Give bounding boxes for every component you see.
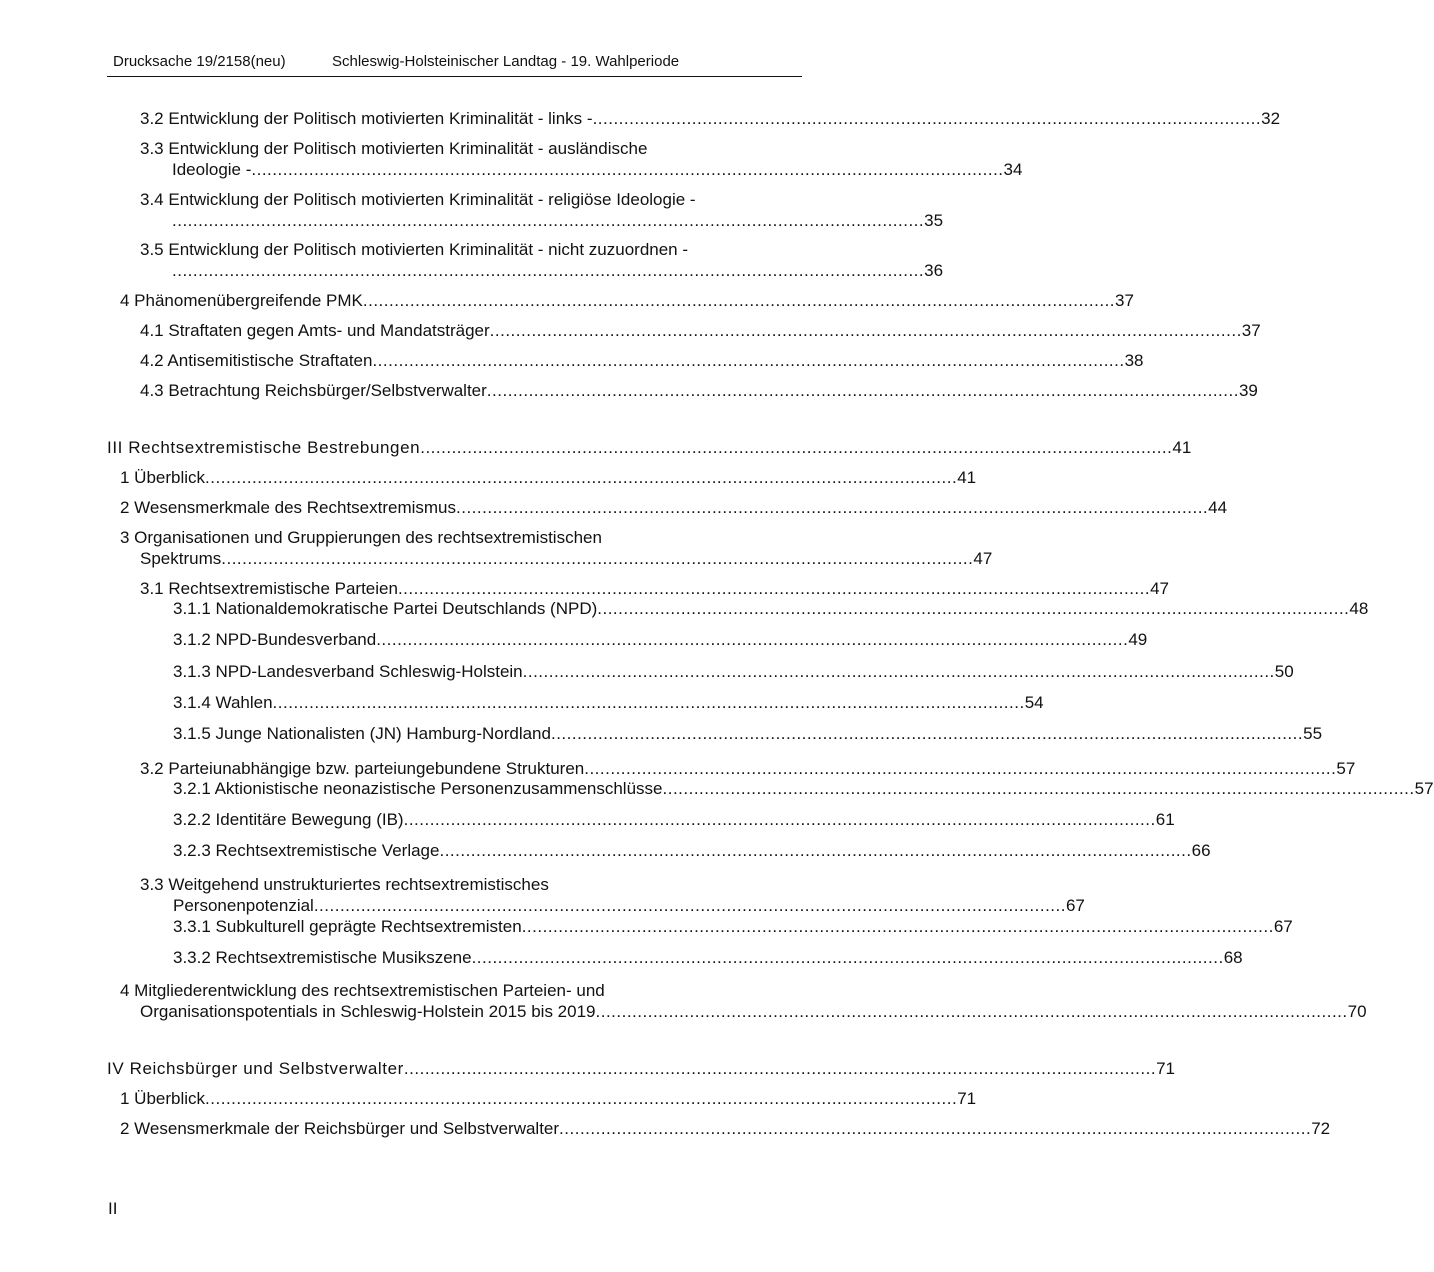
toc-entry-text: 4.3 Betrachtung Reichsbürger/Selbstverwalter: [140, 381, 487, 400]
toc-entry[interactable]: [140, 108, 1281, 129]
toc-page-number: 48: [1349, 599, 1369, 618]
toc-page-number: 35: [924, 211, 944, 230]
toc-page-number: 41: [1172, 438, 1192, 457]
toc-entry-text: 3.5 Entwicklung der Politisch motivierten Kriminalität - nicht zuzuordnen -: [140, 240, 689, 259]
toc-entry[interactable]: [173, 778, 1434, 799]
dot-leader: ................................................................................................................................................: [456, 498, 1209, 517]
toc-entry[interactable]: [173, 692, 1044, 713]
toc-entry[interactable]: [173, 809, 1175, 830]
dot-leader: ................................................................................................................................................: [584, 759, 1337, 778]
toc-entry[interactable]: [140, 189, 944, 231]
toc-entry[interactable]: [173, 661, 1294, 682]
dot-leader: ................................................................................................................................................: [550, 724, 1304, 743]
toc-page-number: 47: [1150, 579, 1170, 598]
page-number: II: [108, 1199, 118, 1218]
toc-entry[interactable]: [173, 723, 1323, 744]
toc-entry-text: 4 Phänomenübergreifende PMK: [120, 291, 363, 310]
toc-chapter[interactable]: [107, 437, 1192, 458]
toc-entry[interactable]: [140, 578, 1170, 599]
toc-entry-text: 1 Überblick: [120, 1089, 206, 1108]
dot-leader: ................................................................................................................................................: [403, 1059, 1157, 1078]
dot-leader: ................................................................................................................................................: [376, 630, 1129, 649]
toc-entry[interactable]: [173, 840, 1211, 861]
toc-entry[interactable]: [173, 598, 1369, 619]
toc-entry[interactable]: [140, 320, 1261, 341]
toc-entry-text: 3.1 Rechtsextremistische Parteien: [140, 579, 398, 598]
toc-page-number: 70: [1347, 1002, 1367, 1021]
toc-entry-text: 4.1 Straftaten gegen Amts- und Mandatsträger: [140, 321, 490, 340]
toc-entry[interactable]: [120, 290, 1134, 311]
dot-leader: ................................................................................................................................................: [403, 810, 1156, 829]
toc-entry-continuation: Organisationspotentials in Schleswig-Holstein 2015 bis 2019: [140, 1002, 596, 1021]
toc-entry[interactable]: [173, 629, 1148, 650]
toc-chapter[interactable]: [107, 1058, 1175, 1079]
dot-leader: ................................................................................................................................................: [362, 291, 1116, 310]
toc-entry-continuation: Personenpotenzial: [173, 896, 314, 915]
toc-entry-text: 3.1.5 Junge Nationalisten (JN) Hamburg-Nordland: [173, 724, 551, 743]
toc-page-number: 49: [1128, 630, 1148, 649]
toc-page-number: 55: [1303, 724, 1323, 743]
toc-entry[interactable]: [140, 350, 1144, 371]
toc-entry-text: 3.1.3 NPD-Landesverband Schleswig-Holstein: [173, 662, 523, 681]
dot-leader: ................................................................................................................................................: [205, 468, 958, 487]
toc-entry-text: 2 Wesensmerkmale des Rechtsextremismus: [120, 498, 457, 517]
toc-chapter-text: III Rechtsextremistische Bestrebungen: [107, 438, 421, 457]
toc-page-number: 61: [1155, 810, 1175, 829]
toc-entry-text: 4 Mitgliederentwicklung des rechtsextremistischen Parteien- und: [120, 981, 605, 1000]
dot-leader: ................................................................................................................................................: [397, 579, 1151, 598]
toc-entry[interactable]: [120, 1118, 1331, 1139]
toc-page-number: 50: [1274, 662, 1294, 681]
toc-chapter-text: IV Reichsbürger und Selbstverwalter: [107, 1059, 404, 1078]
toc-page-number: 57: [1414, 779, 1434, 798]
document-number: Drucksache 19/2158(neu): [113, 53, 286, 70]
dot-leader: ................................................................................................................................................: [172, 261, 925, 280]
toc-entry[interactable]: [120, 980, 1367, 1022]
toc-entry-text: 3.1.2 NPD-Bundesverband: [173, 630, 377, 649]
toc-page-number: 66: [1191, 841, 1211, 860]
toc-entry-text: 3.2 Parteiunabhängige bzw. parteiungebundene Strukturen: [140, 759, 585, 778]
dot-leader: ................................................................................................................................................: [471, 948, 1224, 967]
toc-entry-text: 3.2 Entwicklung der Politisch motivierten Kriminalität - links -: [140, 109, 593, 128]
toc-page-number: 34: [1003, 160, 1023, 179]
toc-page-number: 71: [1156, 1059, 1175, 1078]
dot-leader: ................................................................................................................................................: [521, 917, 1274, 936]
toc-entry[interactable]: [140, 874, 1085, 916]
toc-page-number: 57: [1336, 759, 1356, 778]
dot-leader: ................................................................................................................................................: [662, 779, 1415, 798]
toc-entry[interactable]: [173, 947, 1243, 968]
toc-entry-text: 3.3 Weitgehend unstrukturiertes rechtsextremistisches: [140, 875, 549, 894]
toc-entry-continuation: Ideologie -: [172, 160, 252, 179]
toc-entry-text: 3.2.2 Identitäre Bewegung (IB): [173, 810, 404, 829]
dot-leader: ................................................................................................................................: [592, 109, 1262, 128]
dot-leader: ................................................................................................................................................: [597, 599, 1350, 618]
toc-page-number: 67: [1065, 896, 1085, 915]
toc-entry-continuation: Spektrums: [140, 549, 222, 568]
toc-entry-text: 4.2 Antisemitistische Straftaten: [140, 351, 373, 370]
dot-leader: ................................................................................................................................................: [372, 351, 1125, 370]
dot-leader: ................................................................................................................................................: [489, 321, 1242, 340]
toc-page-number: 36: [924, 261, 944, 280]
toc-page-number: 54: [1024, 693, 1044, 712]
toc-entry-text: 3.3.1 Subkulturell geprägte Rechtsextremisten: [173, 917, 522, 936]
dot-leader: ................................................................................................................................................: [272, 693, 1025, 712]
toc-page-number: 72: [1311, 1119, 1331, 1138]
dot-leader: ................................................................................................................................................: [251, 160, 1004, 179]
dot-leader: ................................................................................................................................................: [205, 1089, 958, 1108]
toc-entry-text: 3.1.1 Nationaldemokratische Partei Deutschlands (NPD): [173, 599, 598, 618]
toc-entry-text: 3 Organisationen und Gruppierungen des rechtsextremistischen: [120, 528, 602, 547]
dot-leader: ................................................................................................................................................: [172, 211, 925, 230]
toc-page-number: 32: [1261, 109, 1281, 128]
toc-entry-text: 3.2.1 Aktionistische neonazistische Personenzusammenschlüsse: [173, 779, 663, 798]
toc-page-number: 67: [1273, 917, 1293, 936]
header-rule: [107, 76, 802, 77]
toc-entry[interactable]: [140, 239, 944, 281]
toc-page-number: 44: [1208, 498, 1228, 517]
dot-leader: ................................................................................................................................................: [595, 1002, 1348, 1021]
parliament-title: Schleswig-Holsteinischer Landtag - 19. Wahlperiode: [332, 53, 680, 70]
toc-entry-text: 3.2.3 Rechtsextremistische Verlage: [173, 841, 440, 860]
dot-leader: ................................................................................................................................................: [420, 438, 1173, 457]
toc-entry[interactable]: [120, 1088, 977, 1109]
toc-entry-text: 1 Überblick: [120, 468, 206, 487]
toc-entry[interactable]: [140, 758, 1356, 779]
toc-entry-text: 3.1.4 Wahlen: [173, 693, 273, 712]
toc-page-number: 47: [973, 549, 993, 568]
toc-page-number: 71: [957, 1089, 977, 1108]
toc-entry[interactable]: [173, 916, 1293, 937]
toc-page-number: 37: [1115, 291, 1134, 310]
toc-entry[interactable]: [120, 527, 993, 569]
toc-entry-text: 2 Wesensmerkmale der Reichsbürger und Selbstverwalter: [120, 1119, 560, 1138]
toc-entry[interactable]: [120, 497, 1228, 518]
dot-leader: ................................................................................................................................................: [486, 381, 1239, 400]
toc-entry-text: 3.3.2 Rechtsextremistische Musikszene: [173, 948, 472, 967]
toc-page-number: 37: [1241, 321, 1261, 340]
dot-leader: ................................................................................................................................................: [221, 549, 974, 568]
toc-entry[interactable]: [140, 380, 1258, 401]
toc-page-number: 38: [1124, 351, 1144, 370]
toc-page-number: 41: [957, 468, 977, 487]
toc-entry[interactable]: [120, 467, 977, 488]
dot-leader: ................................................................................................................................................: [313, 896, 1066, 915]
toc-page-number: 68: [1223, 948, 1243, 967]
dot-leader: ................................................................................................................................................: [522, 662, 1275, 681]
toc-entry-text: 3.4 Entwicklung der Politisch motivierten Kriminalität - religiöse Ideologie -: [140, 190, 696, 209]
toc-entry-text: 3.3 Entwicklung der Politisch motivierten Kriminalität - ausländische: [140, 139, 648, 158]
dot-leader: ................................................................................................................................................: [439, 841, 1192, 860]
dot-leader: ................................................................................................................................................: [559, 1119, 1312, 1138]
toc-entry[interactable]: [140, 138, 1023, 180]
toc-page-number: 39: [1238, 381, 1258, 400]
